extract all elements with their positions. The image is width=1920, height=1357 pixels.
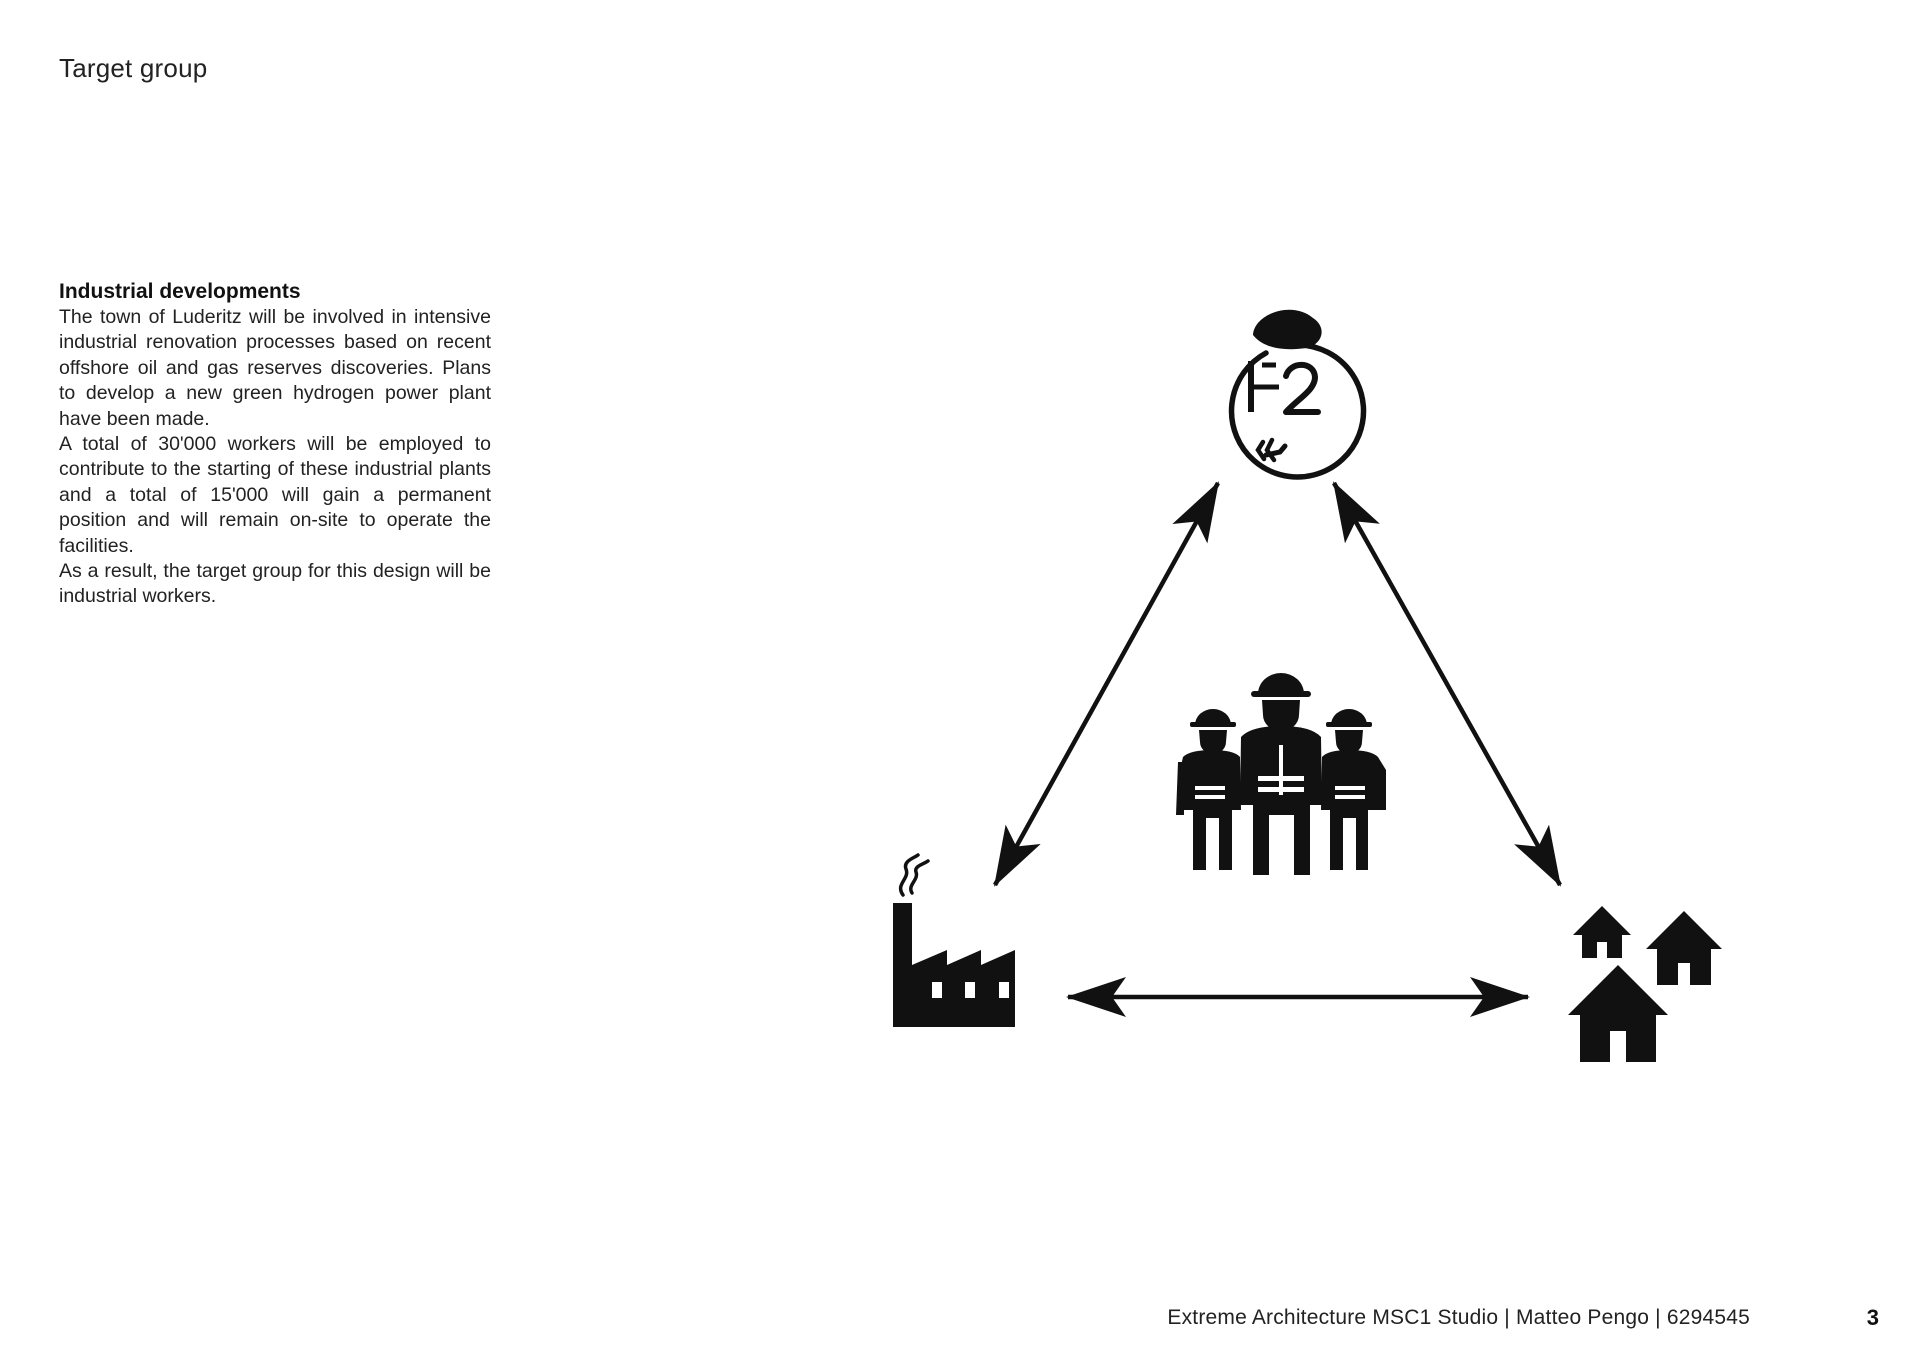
houses-icon [1568,906,1722,1062]
arrow-h2-factory [995,483,1218,885]
section-heading: Industrial developments [59,280,301,303]
footer-credits: Extreme Architecture MSC1 Studio | Matteo Pengo | 6294545 [1167,1306,1750,1329]
page-title: Target group [59,53,208,83]
construction-workers-icon [1176,673,1386,875]
paragraph-industrial-renovation: The town of Luderitz will be involved in intensive industrial renovation processes based on recent offshore oil and gas reserves discoveries. Plans to develop a new green hydrogen power plant have been made. [59,306,491,430]
page-number: 3 [1866,1305,1879,1330]
paragraph-workers: A total of 30'000 workers will be employed to contribute to the starting of these industrial plants and a total of 15'000 will gain a permanent position and will remain on-site to operate the facilities. [59,433,491,557]
hydrogen-h2-icon [1232,310,1364,477]
paragraph-target-group: As a result, the target group for this design will be industrial workers. [59,560,491,608]
